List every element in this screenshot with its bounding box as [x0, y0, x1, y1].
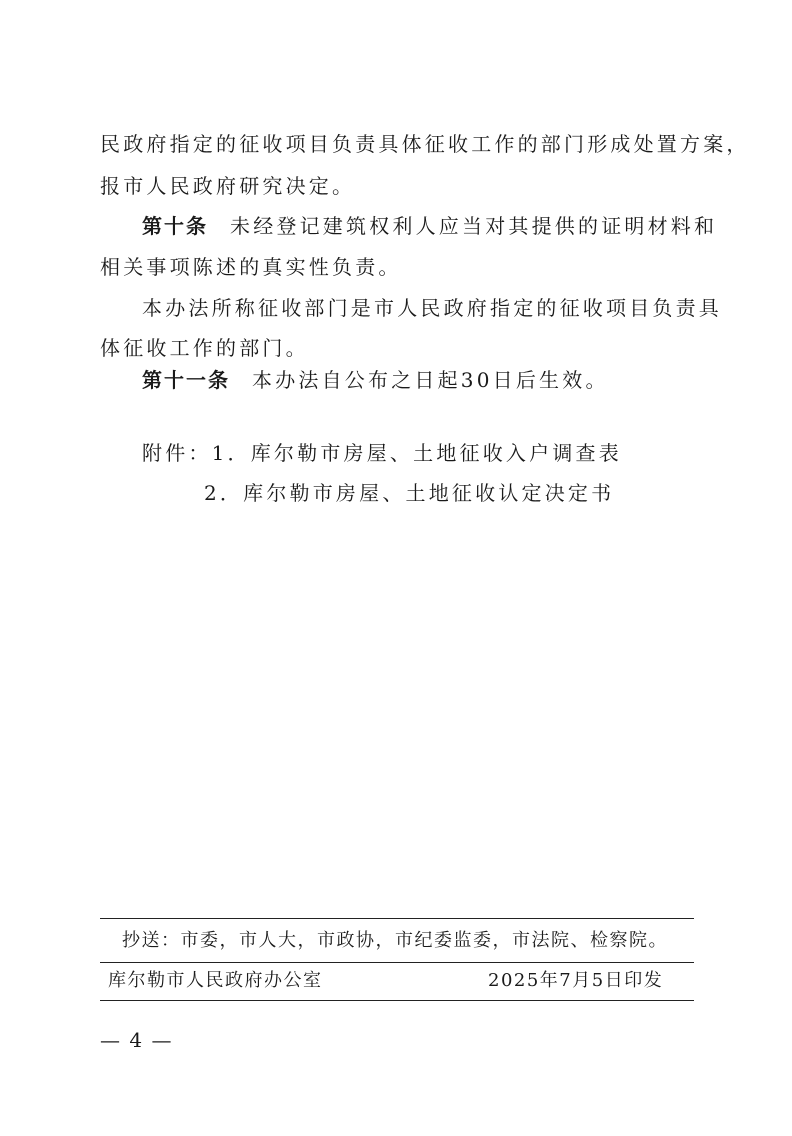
article-10-text: 未经登记建筑权利人应当对其提供的证明材料和	[230, 214, 718, 238]
attachments-label: 附件：	[142, 441, 212, 465]
page-number: — 4 —	[100, 1028, 173, 1052]
footer-top-rule	[100, 918, 694, 919]
article-10	[142, 212, 718, 240]
article-11	[142, 366, 702, 394]
paragraph-line: 报市人民政府研究决定。	[100, 174, 356, 198]
attachment-item-1: 1．库尔勒市房屋、土地征收入户调查表	[211, 441, 622, 465]
issuer: 库尔勒市人民政府办公室	[108, 970, 323, 991]
attachment-item-2: 2．库尔勒市房屋、土地征收认定决定书	[204, 481, 615, 505]
article-10-label: 第十条	[142, 214, 208, 238]
footer-middle-rule	[100, 962, 694, 963]
paragraph-line: 相关事项陈述的真实性负责。	[100, 255, 402, 279]
cc-line: 抄送：市委，市人大，市政协，市纪委监委，市法院、检察院。	[122, 930, 668, 951]
paragraph-line: 民政府指定的征收项目负责具体征收工作的部门形成处置方案，	[100, 132, 750, 156]
article-11-text: 本办法自公布之日起30日后生效。	[252, 368, 609, 392]
article-11-label: 第十一条	[142, 368, 230, 392]
paragraph-line: 本办法所称征收部门是市人民政府指定的征收项目负责具	[142, 296, 722, 320]
issue-date: 2025年7月5日印发	[488, 970, 664, 991]
paragraph-line: 体征收工作的部门。	[100, 336, 309, 360]
attachments-line-1	[142, 439, 702, 467]
footer-bottom-rule	[100, 1000, 694, 1001]
